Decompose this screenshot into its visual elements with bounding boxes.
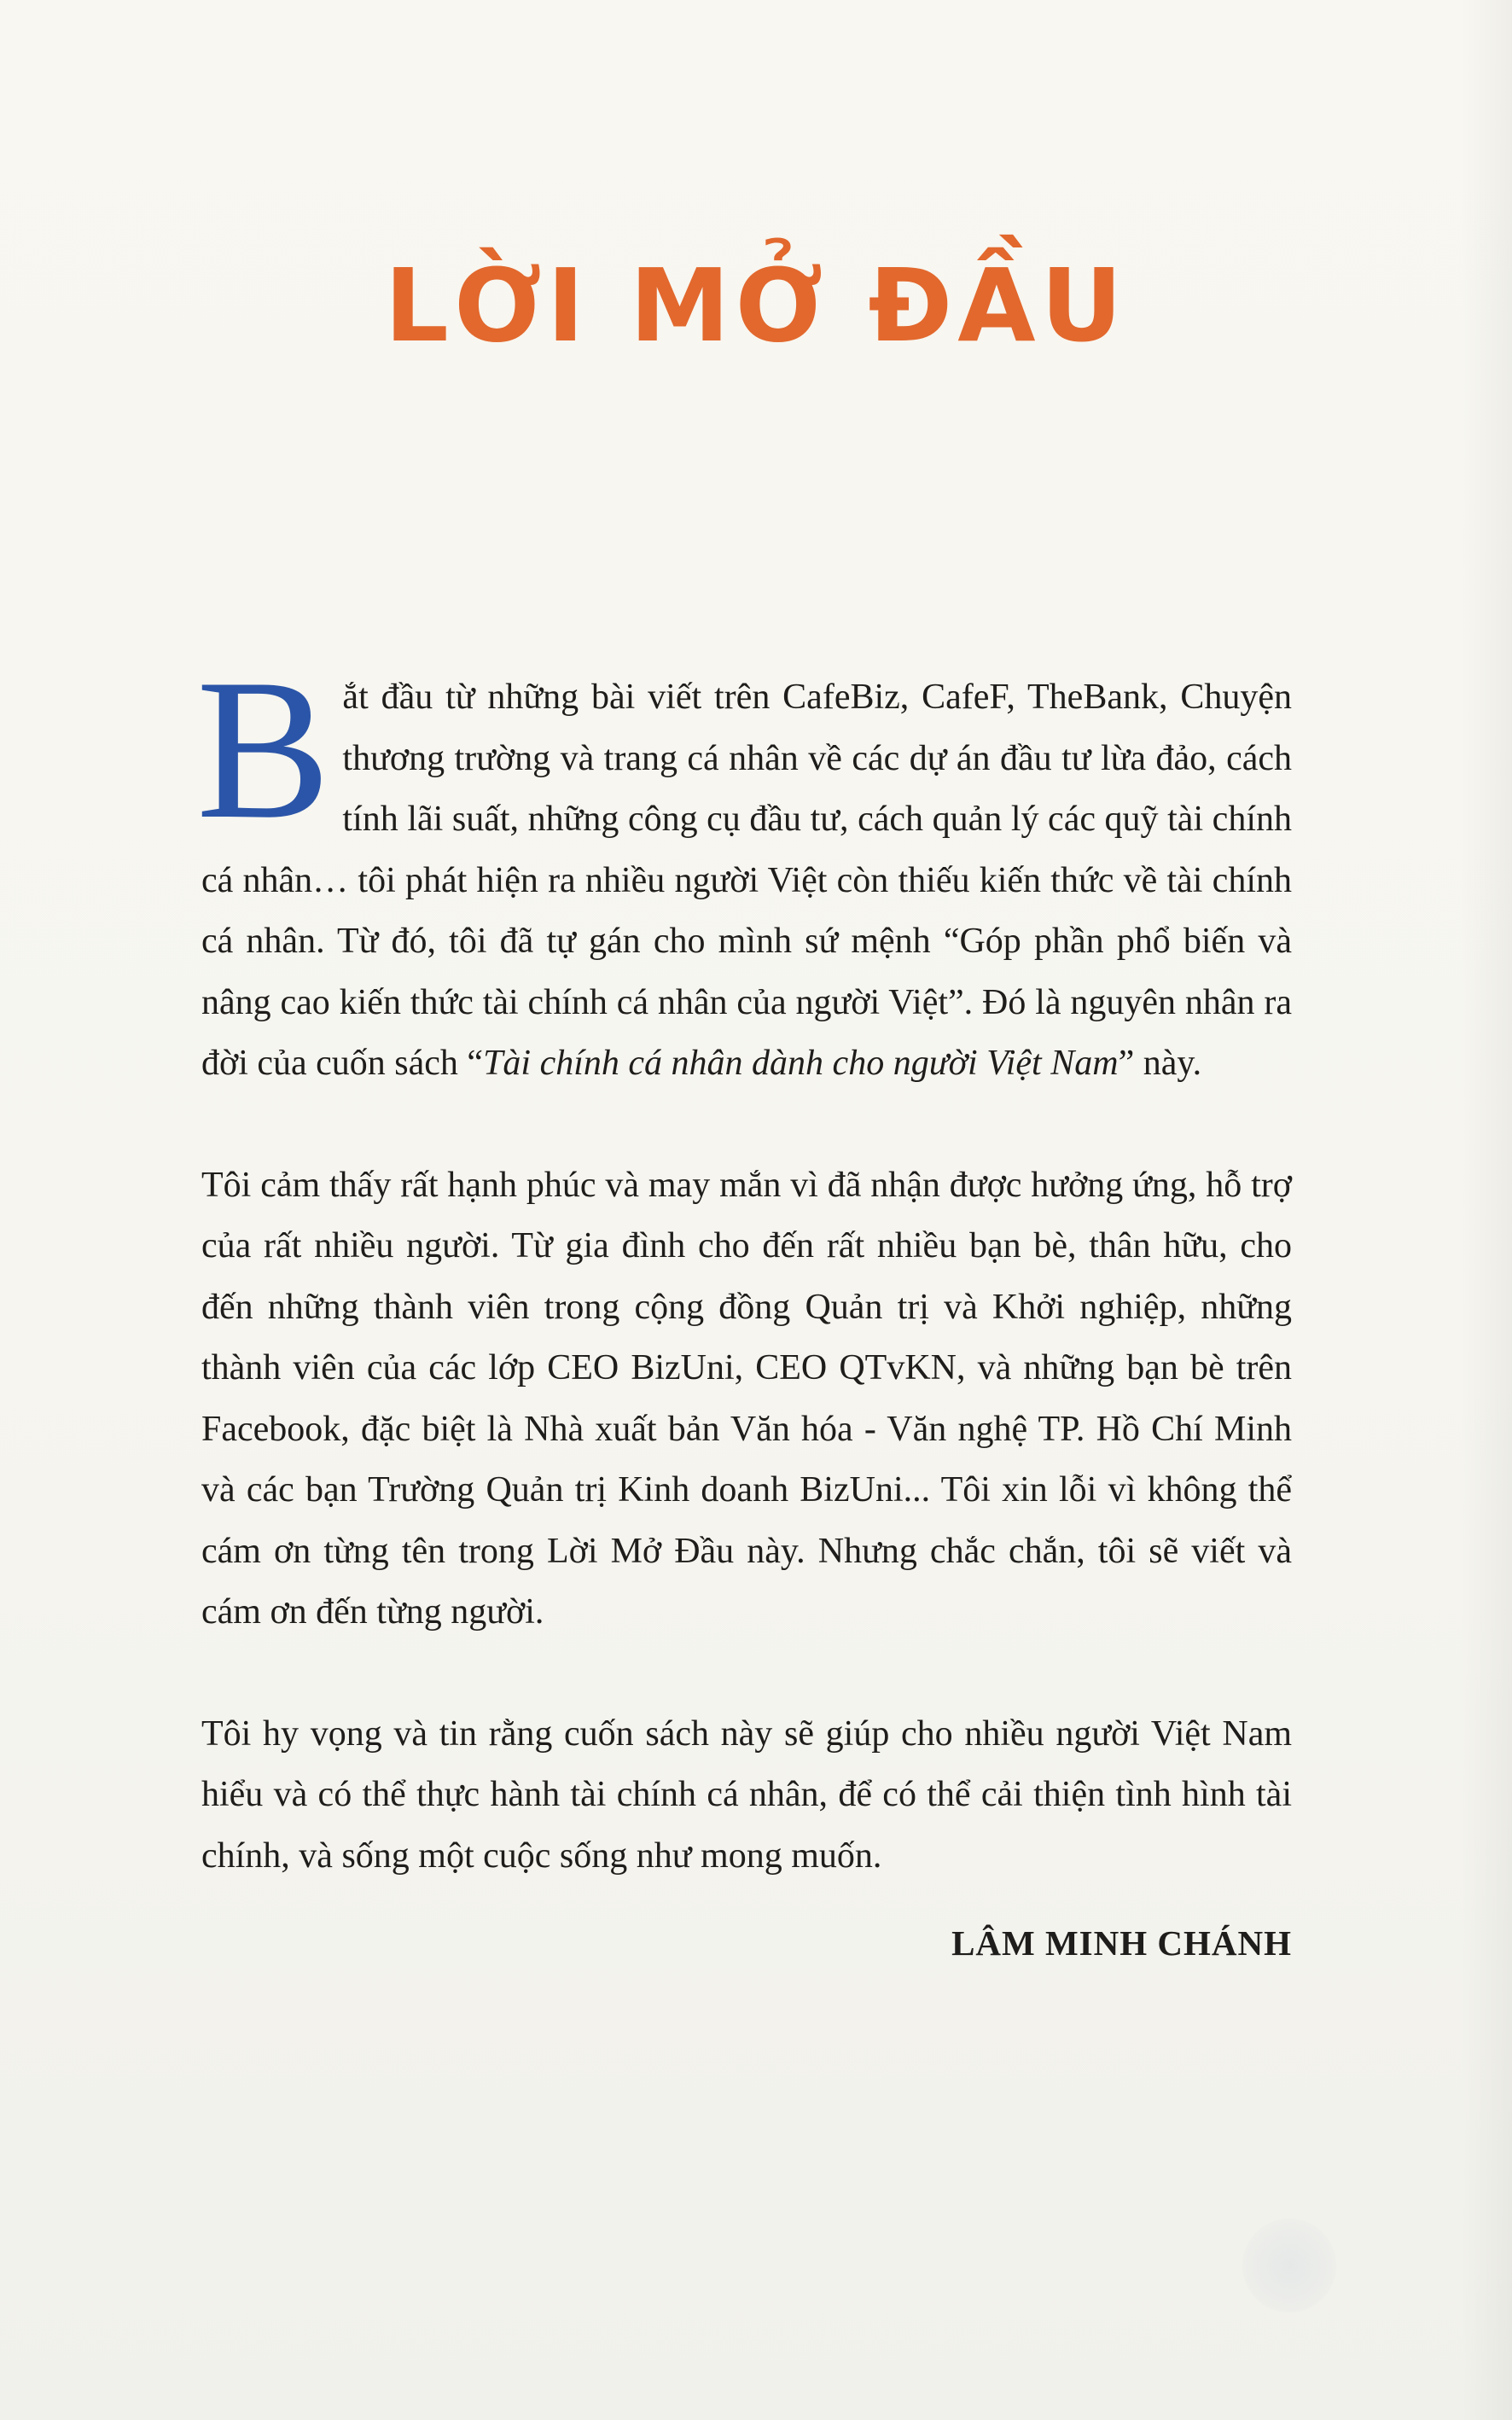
drop-cap: B <box>196 638 331 861</box>
paragraph-intro-text-b: ” này. <box>1118 1044 1202 1083</box>
paragraph-thanks: Tôi cảm thấy rất hạnh phúc và may mắn vì đã nhận được hưởng ứng, hỗ trợ của rất nhiều người. Từ gia đình cho đến rất nhiều bạn bè, thân hữu, cho đến những thành viên trong cộng đồng Quản trị và Khởi nghiệp, những thành viên của các lớp CEO BizUni, CEO QTvKN, và những bạn bè trên Facebook, đặc biệt là Nhà xuất bản Văn hóa - Văn nghệ TP. Hồ Chí Minh và các bạn Trường Quản trị Kinh doanh BizUni... Tôi xin lỗi vì không thể cám ơn từng tên trong Lời Mở Đầu này. Nhưng chắc chắn, tôi sẽ viết và cám ơn đến từng người. <box>201 1165 1292 1632</box>
author-signature: LÂM MINH CHÁNH <box>951 1923 1292 1963</box>
page-title: LỜI MỞ ĐẦU <box>384 247 1128 364</box>
paragraph-intro <box>196 638 1292 1095</box>
page-number-ornament <box>1242 2219 1336 2312</box>
body-text <box>196 638 1292 1975</box>
paragraph-intro-text-a: ắt đầu từ những bài viết trên CafeBiz, CafeF, TheBank, Chuyện thương trường và trang cá nhân về các dự án đầu tư lừa đảo, cách tính lãi suất, những công cụ đầu tư, cách quản lý các quỹ tài chính cá nhân… tôi phát hiện ra nhiều người Việt còn thiếu kiến thức về tài chính cá nhân. Từ đó, tôi đã tự gán cho mình sứ mệnh “Góp phần phổ biến và nâng cao kiến thức tài chính cá nhân của người Việt”. Đó là nguyên nhân ra đời của cuốn sách “ <box>201 678 1292 1083</box>
paragraph-hope: Tôi hy vọng và tin rằng cuốn sách này sẽ giúp cho nhiều người Việt Nam hiểu và có thể thực hành tài chính cá nhân, để có thể cải thiện tình hình tài chính, và sống một cuộc sống như mong muốn. <box>201 1713 1292 1876</box>
book-title-italic: Tài chính cá nhân dành cho người Việt Nam <box>483 1044 1119 1083</box>
